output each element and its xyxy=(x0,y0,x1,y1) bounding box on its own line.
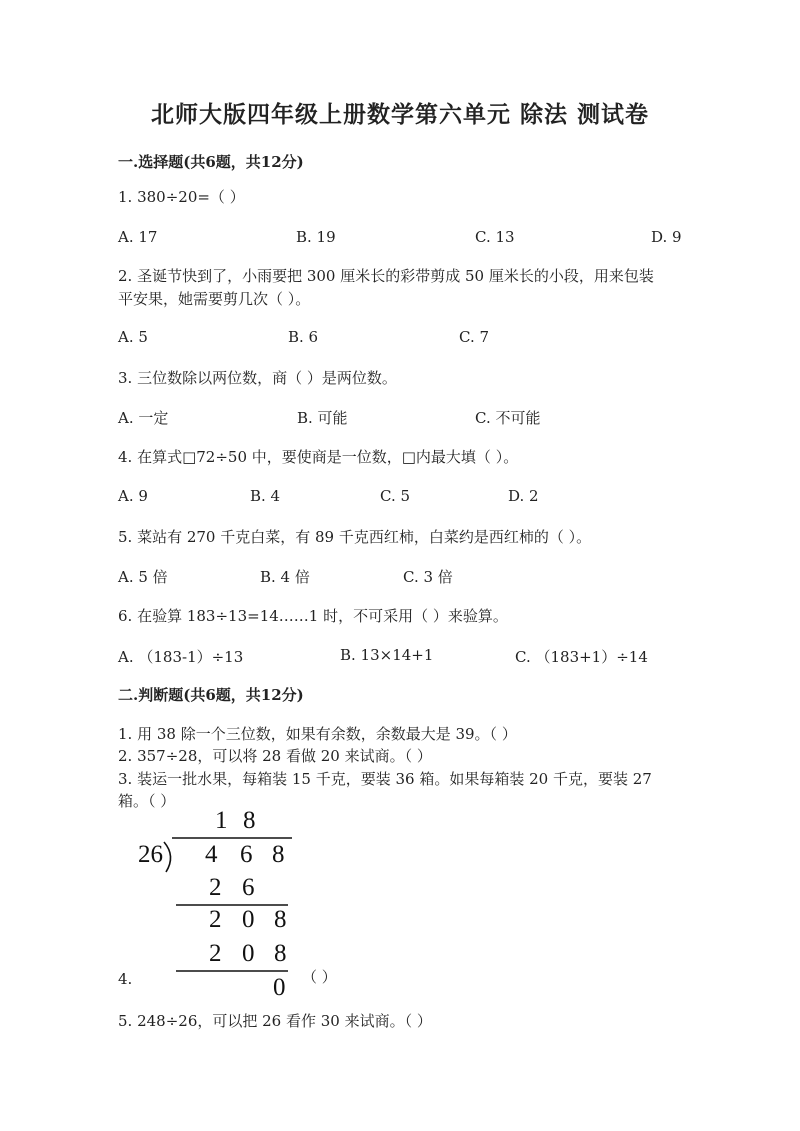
option-q2-a[interactable]: A. 5 xyxy=(118,328,148,346)
question-4: 4. 在算式□72÷50 中，要使商是一位数，□内最大填（ ）。 xyxy=(118,448,519,466)
option-q1-a[interactable]: A. 17 xyxy=(118,228,158,246)
section-heading-judgement: 二.判断题(共6题，共12分) xyxy=(118,686,304,704)
option-q1-b[interactable]: B. 19 xyxy=(296,228,336,246)
option-q1-c[interactable]: C. 13 xyxy=(475,228,515,246)
step2-digit: 0 xyxy=(242,940,255,967)
step2-digit: 8 xyxy=(274,940,287,967)
option-q5-a[interactable]: A. 5 倍 xyxy=(118,568,168,586)
option-q2-c[interactable]: C. 7 xyxy=(459,328,490,346)
option-q6-c[interactable]: C. （183+1）÷14 xyxy=(515,648,648,666)
option-q6-a[interactable]: A. （183-1）÷13 xyxy=(118,648,244,666)
judgement-2: 2. 357÷28，可以将 28 看做 20 来试商。（ ） xyxy=(118,747,432,765)
judgement-3-line1: 3. 装运一批水果，每箱装 15 千克，要装 36 箱。如果每箱装 20 千克，要装 27 xyxy=(118,770,652,788)
dividend-digit: 6 xyxy=(240,841,253,868)
option-q4-b[interactable]: B. 4 xyxy=(250,487,281,505)
option-q5-b[interactable]: B. 4 倍 xyxy=(260,568,310,586)
division-bracket xyxy=(164,842,171,872)
final-remainder: 0 xyxy=(273,974,286,1001)
option-q4-a[interactable]: A. 9 xyxy=(118,487,148,505)
judgement-5: 5. 248÷26，可以把 26 看作 30 来试商。（ ） xyxy=(118,1012,432,1030)
question-2-line1: 2. 圣诞节快到了，小雨要把 300 厘米长的彩带剪成 50 厘米长的小段，用来包装 xyxy=(118,267,654,285)
step2-digit: 2 xyxy=(209,940,222,967)
judgement-4-bracket[interactable]: （ ） xyxy=(302,968,337,986)
option-q3-b[interactable]: B. 可能 xyxy=(297,409,348,427)
question-3: 3. 三位数除以两位数，商（ ）是两位数。 xyxy=(118,369,397,387)
option-q6-b[interactable]: B. 13×14+1 xyxy=(340,646,434,664)
remainder1-digit: 2 xyxy=(209,906,222,933)
judgement-1: 1. 用 38 除一个三位数，如果有余数，余数最大是 39。（ ） xyxy=(118,725,517,743)
question-5: 5. 菜站有 270 千克白菜，有 89 千克西红柿，白菜约是西红柿的（ ）。 xyxy=(118,528,592,546)
page-title: 北师大版四年级上册数学第六单元 除法 测试卷 xyxy=(150,101,649,128)
option-q1-d[interactable]: D. 9 xyxy=(651,228,682,246)
option-q3-a[interactable]: A. 一定 xyxy=(118,409,169,427)
option-q2-b[interactable]: B. 6 xyxy=(288,328,319,346)
quotient-digit: 8 xyxy=(243,807,256,834)
remainder1-digit: 0 xyxy=(242,906,255,933)
question-2-line2: 平安果，她需要剪几次（ ）。 xyxy=(118,290,311,308)
judgement-3-line2: 箱。（ ） xyxy=(118,792,176,810)
option-q5-c[interactable]: C. 3 倍 xyxy=(403,568,453,586)
option-q3-c[interactable]: C. 不可能 xyxy=(475,409,541,427)
dividend-digit: 8 xyxy=(272,841,285,868)
quotient-digit: 1 xyxy=(215,807,228,834)
dividend-digit: 4 xyxy=(205,841,218,868)
option-q4-c[interactable]: C. 5 xyxy=(380,487,411,505)
section-heading-choice: 一.选择题(共6题，共12分) xyxy=(118,153,304,171)
question-1: 1. 380÷20=（ ） xyxy=(118,188,245,206)
step1-digit: 2 xyxy=(209,874,222,901)
remainder1-digit: 8 xyxy=(274,906,287,933)
divisor: 26 xyxy=(138,841,163,868)
option-q4-d[interactable]: D. 2 xyxy=(508,487,539,505)
question-6: 6. 在验算 183÷13=14……1 时，不可采用（ ）来验算。 xyxy=(118,607,508,625)
judgement-4-label: 4. xyxy=(118,970,133,988)
step1-digit: 6 xyxy=(242,874,255,901)
